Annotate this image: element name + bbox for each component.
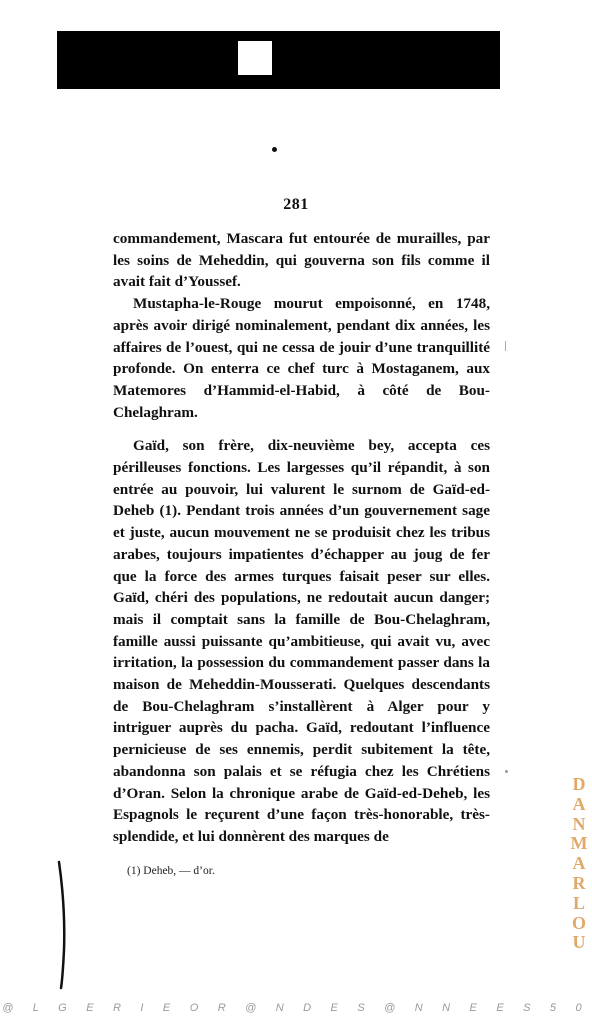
margin-pen-stroke <box>55 860 69 990</box>
side-watermark-letter: U <box>572 932 586 953</box>
margin-tick <box>505 341 506 351</box>
paragraph-1: commandement, Mascara fut entourée de murailles, par les soins de Meheddin, qui gouverna son fils comme il avait fait d’Youssef. <box>113 230 490 291</box>
side-watermark-letter: A <box>572 793 586 814</box>
side-watermark-letter: D <box>572 774 586 794</box>
side-watermark <box>566 775 592 953</box>
side-watermark-letter: R <box>572 872 586 893</box>
side-watermark-letter: L <box>572 892 585 913</box>
white-square-mark <box>238 41 272 75</box>
side-watermark-letter: N <box>572 813 586 834</box>
side-watermark-letter: O <box>571 912 586 933</box>
ink-speck <box>272 147 277 152</box>
footnote: (1) Deheb, — d’or. <box>127 865 215 877</box>
redaction-band <box>57 31 500 89</box>
page-number: 281 <box>283 196 309 213</box>
side-watermark-letter: A <box>572 853 586 874</box>
paragraph-3: Gaïd, son frère, dix-neuvième bey, accepta ces périlleuses fonctions. Les largesses qu’il répandit, à son entrée au pouvoir, lui valurent le surnom de Gaïd-ed-Deheb (1). Pendant trois années d’un gouvernement sage et juste, aucun mouvement ne se produisit chez les tribus arabes, toujours impatientes d’échapper au joug de fer que la force des armes turques faisait peser sur elles. Gaïd, chéri des populations, ne redoutait aucun danger; mais il comptait sans la famille de Bou-Chelaghram, famille aussi puissante qu’ambitieuse, qui avait vu, avec irritation, la possession du commandement passer dans la maison de Meheddin-Mousserati. Quelques descendants de Bou-Chelaghram s’installèrent à Alger pour y intriguer auprès du pacha. Gaïd, redoutant l’influence pernicieuse de ses ennemis, perdit subitement la tête, abandonna son palais et se réfugia chez les Chrétiens d’Oran. Selon la chronique arabe de Gaïd-ed-Deheb, les Espagnols le reçurent d’une façon très-honorable, très-splendide, et lui donnèrent des marques de <box>113 437 490 845</box>
paragraph-2: Mustapha-le-Rouge mourut empoisonné, en 1748, après avoir dirigé nominalement, pendant dix années, les affaires de l’ouest, qui ne cessa de jouir d’une tranquillité profonde. On enterra ce chef turc à Mostaganem, aux Matemores d’Hammid-el-Habid, à côté de Bou-Chelaghram. <box>113 295 490 421</box>
side-watermark-letter: M <box>570 833 588 854</box>
body-text <box>113 228 490 848</box>
margin-dot <box>505 770 508 773</box>
bottom-watermark: @ L G E R I E O R @ N D E S @ N N E E S 5 0 <box>2 1002 590 1014</box>
